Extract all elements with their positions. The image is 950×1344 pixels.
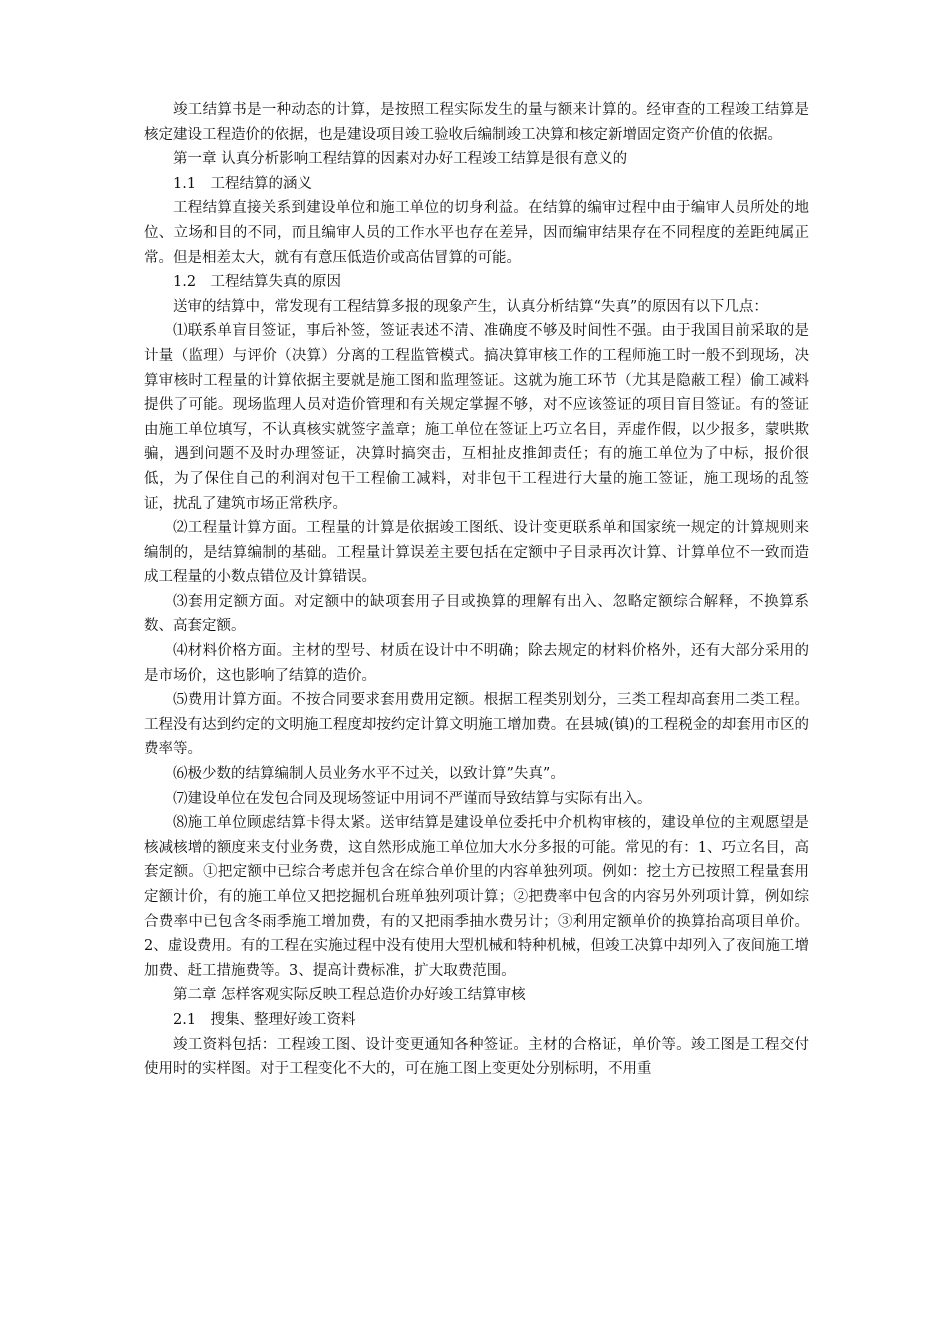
list-item-8: ⑻施工单位顾虑结算卡得太紧。送审结算是建设单位委托中介机构审核的，建设单位的主观愿望是核减核增的额度来支付业务费，这自然形成施工单位加大水分多报的可能。常见的有：1、巧立名目，高套定额。①把定额中已综合考虑并包含在综合单价里的内容单独列项。例如：挖土方已按照工程量套用定额计价，有的施工单位又把挖掘机台班单独列项计算；②把费率中包含的内容另外列项计算，例如综合费率中已包含冬雨季施工增加费，有的又把雨季抽水费另计；③利用定额单价的换算抬高项目单价。2、虚设费用。有的工程在实施过程中没有使用大型机械和特种机械，但竣工决算中却列入了夜间施工增加费、赶工措施费等。3、提高计费标准，扩大取费范围。 <box>144 815 809 979</box>
document-body <box>144 98 809 1082</box>
chapter-1-heading: 第一章 认真分析影响工程结算的因素对办好工程竣工结算是很有意义的 <box>173 151 628 168</box>
list-item-5: ⑸费用计算方面。不按合同要求套用费用定额。根据工程类别划分，三类工程却高套用二类工程。工程没有达到约定的文明施工程度却按约定计算文明施工增加费。在县城(镇)的工程税金的却套用市区的费率等。 <box>144 692 809 758</box>
list-item-2: ⑵工程量计算方面。工程量的计算是依据竣工图纸、设计变更联系单和国家统一规定的计算规则来编制的，是结算编制的基础。工程量计算误差主要包括在定额中子目录再次计算、计算单位不一致而造成工程量的小数点错位及计算错误。 <box>144 520 809 586</box>
section-2-1-paragraph: 竣工资料包括：工程竣工图、设计变更通知各种签证。主材的合格证，单价等。竣工图是工程交付使用时的实样图。对于工程变化不大的，可在施工图上变更处分别标明，不用重 <box>144 1036 809 1078</box>
section-2-1-heading: 2.1 搜集、整理好竣工资料 <box>173 1011 356 1028</box>
section-1-2-heading: 1.2 工程结算失真的原因 <box>173 274 342 291</box>
section-1-1-heading: 1.1 工程结算的涵义 <box>173 175 313 192</box>
list-item-3: ⑶套用定额方面。对定额中的缺项套用子目或换算的理解有出入、忽略定额综合解释，不换算系数、高套定额。 <box>144 593 809 635</box>
intro-paragraph: 竣工结算书是一种动态的计算，是按照工程实际发生的量与额来计算的。经审查的工程竣工结算是核定建设工程造价的依据，也是建设项目竣工验收后编制竣工决算和核定新增固定资产价值的依据。 <box>144 102 809 143</box>
section-1-1-paragraph: 工程结算直接关系到建设单位和施工单位的切身利益。在结算的编审过程中由于编审人员所处的地位、立场和目的不同，而且编审人员的工作水平也存在差异，因而编审结果存在不同程度的差距纯属正常。但是相差太大，就有有意压低造价或高估冒算的可能。 <box>144 200 809 266</box>
list-item-4: ⑷材料价格方面。主材的型号、材质在设计中不明确；除去规定的材料价格外，还有大部分采用的是市场价，这也影响了结算的造价。 <box>144 643 809 684</box>
list-item-1: ⑴联系单盲目签证，事后补签，签证表述不清、准确度不够及时间性不强。由于我国目前采取的是计量（监理）与评价（决算）分离的工程监管模式。搞决算审核工作的工程师施工时一般不到现场，决算审核时工程量的计算依据主要就是施工图和监理签证。这就为施工环节（尤其是隐蔽工程）偷工减料提供了可能。现场监理人员对造价管理和有关规定掌握不够，对不应该签证的项目盲目签证。有的签证由施工单位填写，不认真核实就签字盖章；施工单位在签证上巧立名目，弄虚作假，以少报多，蒙哄欺骗，遇到问题不及时办理签证，决算时搞突击，互相扯皮推卸责任；有的施工单位为了中标，报价很低，为了保住自己的利润对包干工程偷工减料，对非包干工程进行大量的施工签证，施工现场的乱签证，扰乱了建筑市场正常秩序。 <box>144 323 809 512</box>
section-1-2-intro: 送审的结算中，常发现有工程结算多报的现象产生，认真分析结算“失真”的原因有以下几点： <box>173 298 768 315</box>
list-item-6: ⑹极少数的结算编制人员业务水平不过关，以致计算”失真”。 <box>173 766 565 783</box>
list-item-7: ⑺建设单位在发包合同及现场签证中用词不严谨而导致结算与实际有出入。 <box>173 790 652 807</box>
chapter-2-heading: 第二章 怎样客观实际反映工程总造价办好竣工结算审核 <box>173 987 526 1004</box>
